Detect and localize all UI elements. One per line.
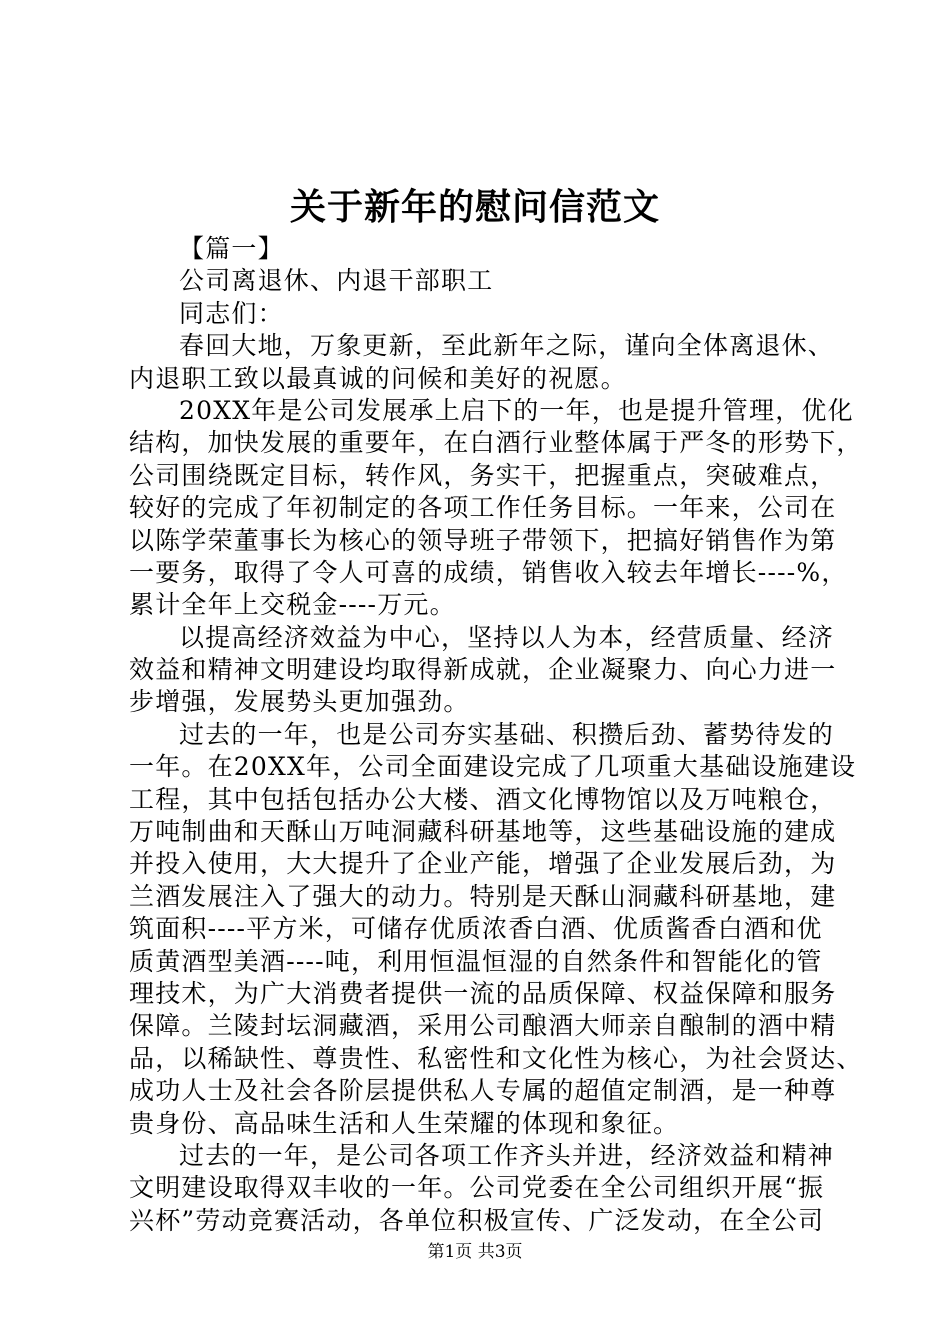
- salutation-line: 同志们：: [179, 298, 284, 328]
- paragraph-line: 春回大地，万象更新，至此新年之际，谨向全体离退休、: [179, 331, 835, 361]
- paragraph-line: 结构，加快发展的重要年，在白酒行业整体属于严冬的形势下，: [129, 428, 863, 458]
- paragraph-line: 工程，其中包括包括办公大楼、酒文化博物馆以及万吨粮仓，: [129, 784, 837, 814]
- paragraph-line: 公司围绕既定目标，转作风，务实干，把握重点，突破难点，: [129, 460, 837, 490]
- section-heading: 【篇一】: [179, 234, 284, 263]
- paragraph-line: 一要务，取得了令人可喜的成绩，销售收入较去年增长----%，: [129, 557, 848, 587]
- paragraph-line: 筑面积----平方米，可储存优质浓香白酒、优质酱香白酒和优: [129, 914, 823, 944]
- paragraph-line: 兴杯”劳动竞赛活动，各单位积极宣传、广泛发动，在全公司: [129, 1205, 825, 1235]
- paragraph-line: 过去的一年，也是公司夯实基础、积攒后劲、蓄势待发的: [179, 719, 835, 749]
- paragraph-line: 贵身份、高品味生活和人生荣耀的体现和象征。: [129, 1108, 680, 1138]
- paragraph-line: 理技术，为广大消费者提供一流的品质保障、权益保障和服务: [129, 978, 837, 1008]
- page-title: 关于新年的慰问信范文: [289, 186, 660, 228]
- paragraph-line: 过去的一年，是公司各项工作齐头并进，经济效益和精神: [179, 1140, 835, 1170]
- paragraph-line: 较好的完成了年初制定的各项工作任务目标。一年来，公司在: [129, 493, 837, 523]
- paragraph-line: 兰酒发展注入了强大的动力。特别是天酥山洞藏科研基地，建: [129, 881, 837, 911]
- paragraph-line: 万吨制曲和天酥山万吨洞藏科研基地等，这些基础设施的建成: [129, 817, 837, 847]
- paragraph-line: 一年。在20XX年，公司全面建设完成了几项重大基础设施建设: [129, 752, 857, 782]
- paragraph-line: 并投入使用，大大提升了企业产能，增强了企业发展后劲，为: [129, 849, 837, 879]
- paragraph-line: 保障。兰陵封坛洞藏酒，采用公司酿酒大师亲自酿制的酒中精: [129, 1011, 837, 1041]
- document-body: [129, 233, 863, 1237]
- paragraph-line: 成功人士及社会各阶层提供私人专属的超值定制酒，是一种尊: [129, 1076, 837, 1106]
- paragraph-line: 文明建设取得双丰收的一年。公司党委在全公司组织开展“振: [129, 1173, 825, 1203]
- paragraph-line: 内退职工致以最真诚的问候和美好的祝愿。: [129, 363, 627, 393]
- paragraph-line: 品，以稀缺性、尊贵性、私密性和文化性为核心，为社会贤达、: [129, 1043, 863, 1073]
- paragraph-line: 步增强，发展势头更加强劲。: [129, 687, 470, 717]
- paragraph-line: 累计全年上交税金----万元。: [129, 590, 456, 620]
- paragraph-line: 质黄酒型美酒----吨，利用恒温恒湿的自然条件和智能化的管: [129, 946, 823, 976]
- paragraph-line: 20XX年是公司发展承上启下的一年，也是提升管理，优化: [179, 395, 854, 425]
- page-footer: 第1页 共3页: [427, 1242, 523, 1262]
- paragraph-line: 以提高经济效益为中心，坚持以人为本，经营质量、经济: [179, 622, 835, 652]
- paragraph-line: 以陈学荣董事长为核心的领导班子带领下，把搞好销售作为第: [129, 525, 837, 555]
- recipient-line: 公司离退休、内退干部职工: [179, 266, 494, 296]
- paragraph-line: 效益和精神文明建设均取得新成就，企业凝聚力、向心力进一: [129, 655, 837, 685]
